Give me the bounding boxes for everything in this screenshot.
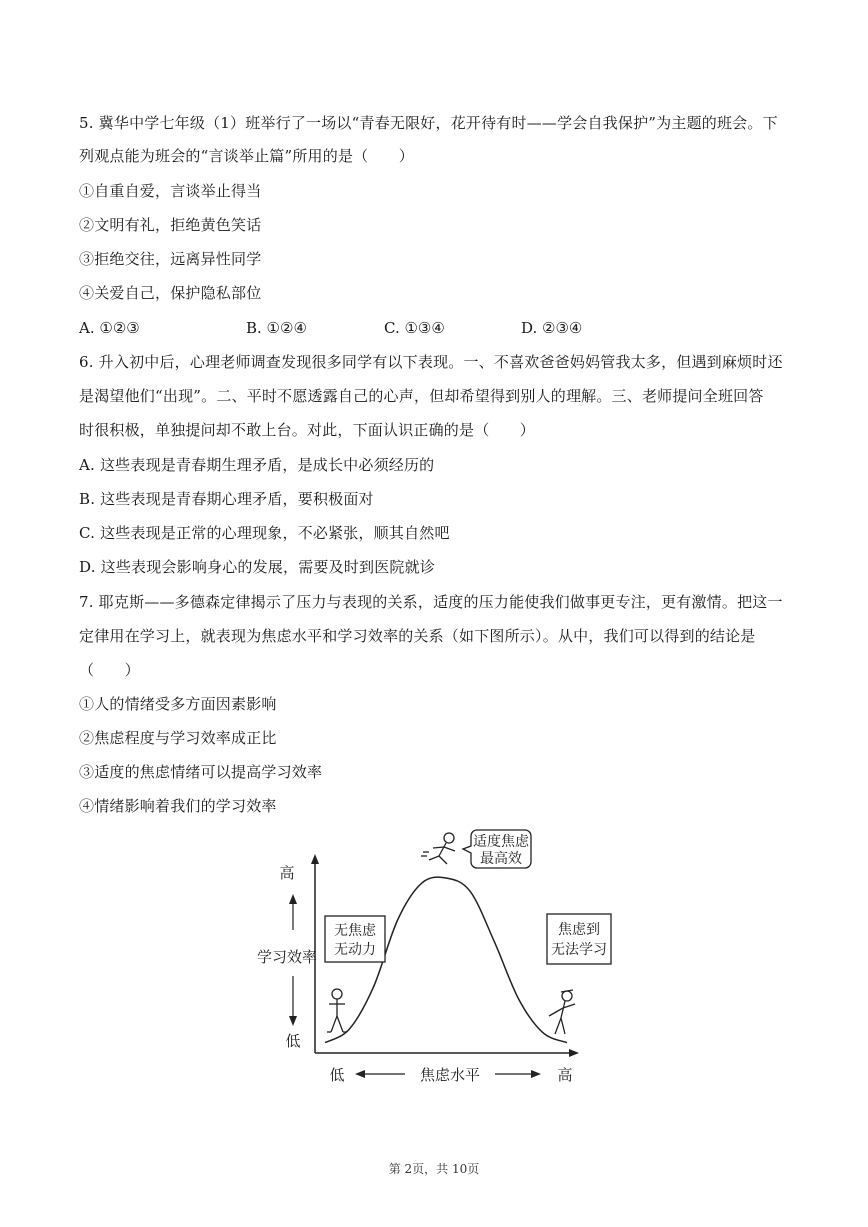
x-right-arrowhead xyxy=(531,1070,541,1078)
q6-option-c: C. 这些表现是正常的心理现象，不必紧张，顺其自然吧 xyxy=(79,524,450,542)
q5-item-3: ③拒绝交往，远离异性同学 xyxy=(79,250,262,268)
y-axis-arrowhead xyxy=(311,854,319,864)
y-tick-low: 低 xyxy=(285,1032,301,1050)
page-footer: 第 2页，共 10页 xyxy=(388,1162,480,1176)
x-axis-label: 焦虑水平 xyxy=(419,1066,481,1084)
q6-stem-line2: 是渴望他们“出现”。二、平时不愿透露自己的心声，但却希望得到别人的理解。三、老师提问全班回答 xyxy=(79,387,764,405)
q5-item-1: ①自重自爱，言谈举止得当 xyxy=(79,182,262,200)
q5-stem-line2: 列观点能为班会的“言谈举止篇”所用的是（ ） xyxy=(79,147,414,165)
x-axis-arrowhead xyxy=(569,1049,579,1057)
q5-option-b: B. ①②④ xyxy=(246,319,307,337)
q6-option-d: D. 这些表现会影响身心的发展，需要及时到医院就诊 xyxy=(79,558,436,576)
left-label-line1: 无焦虑 xyxy=(334,923,376,939)
q7-item-3: ③适度的焦虑情绪可以提高学习效率 xyxy=(79,763,323,781)
q7-item-1: ①人的情绪受多方面因素影响 xyxy=(79,695,277,713)
x-tick-high: 高 xyxy=(557,1066,573,1084)
q5-option-d: D. ②③④ xyxy=(521,319,583,337)
y-tick-high: 高 xyxy=(279,864,295,882)
left-label-line2: 无动力 xyxy=(334,942,376,958)
y-axis-label: 学习效率 xyxy=(256,948,318,966)
q5-item-4: ④关爱自己，保护隐私部位 xyxy=(79,284,262,302)
q6-stem-line3: 时很积极，单独提问却不敢上台。对此，下面认识正确的是（ ） xyxy=(79,421,536,439)
q5-stem-line1: 5. 冀华中学七年级（1）班举行了一场以“青春无限好，花开待有时——学会自我保护”为主题的班会。下 xyxy=(79,114,778,132)
top-callout-line2: 最高效 xyxy=(480,851,522,867)
standing-person-icon xyxy=(327,989,347,1032)
q7-stem-line1: 7. 耶克斯——多德森定律揭示了压力与表现的关系，适度的压力能使我们做事更专注，更有激情。把这一 xyxy=(79,593,783,611)
q5-item-2: ②文明有礼，拒绝黄色笑话 xyxy=(79,216,262,234)
q7-item-2: ②焦虑程度与学习效率成正比 xyxy=(79,729,277,747)
right-label-line2: 无法学习 xyxy=(551,942,607,958)
q6-option-a: A. 这些表现是青春期生理矛盾，是成长中必须经历的 xyxy=(79,456,435,474)
q6-option-b: B. 这些表现是青春期心理矛盾，要积极面对 xyxy=(79,490,374,508)
q7-stem-line3: （ ） xyxy=(79,661,140,679)
x-tick-low: 低 xyxy=(329,1066,345,1084)
stressed-person-icon xyxy=(549,990,575,1034)
q5-option-c: C. ①③④ xyxy=(384,319,445,337)
q7-stem-line2: 定律用在学习上，就表现为焦虑水平和学习效率的关系（如下图所示）。从中，我们可以得到的结论是 xyxy=(79,627,756,645)
y-down-arrowhead xyxy=(289,1016,297,1026)
q7-item-4: ④情绪影响着我们的学习效率 xyxy=(79,797,277,815)
top-callout-line1: 适度焦虑 xyxy=(473,834,529,850)
q6-stem-line1: 6. 升入初中后，心理老师调查发现很多同学有以下表现。一、不喜欢爸爸妈妈管我太多，但遇到麻烦时还 xyxy=(79,353,783,371)
anxiety-efficiency-chart xyxy=(245,818,625,1093)
top-callout xyxy=(463,830,531,868)
running-person-icon xyxy=(421,833,455,864)
x-left-arrowhead xyxy=(355,1070,365,1078)
right-label-line1: 焦虑到 xyxy=(558,922,600,938)
q5-option-a: A. ①②③ xyxy=(79,319,140,337)
y-up-arrowhead xyxy=(289,894,297,904)
